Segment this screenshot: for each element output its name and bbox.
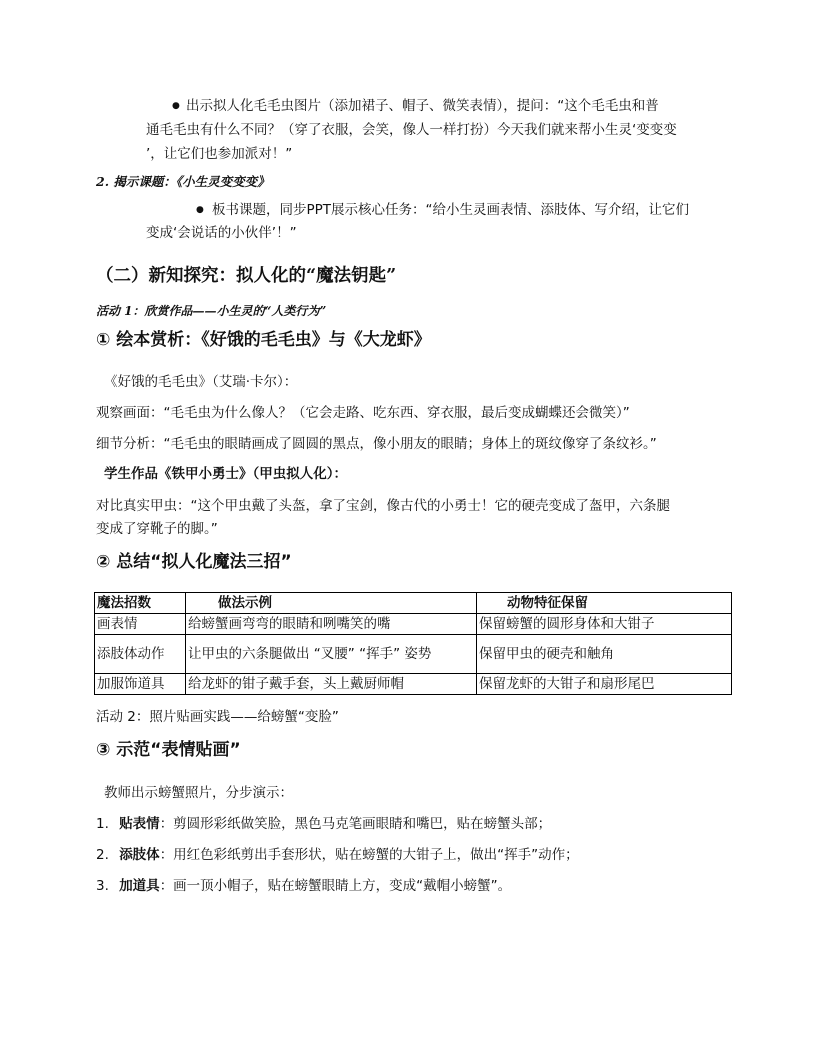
table-header-cell: 做法示例: [186, 593, 477, 614]
subheading-2: ② 总结“拟人化魔法三招”: [96, 552, 292, 572]
intro-line-2: 通毛毛虫有什么不同？（穿了衣服，会笑，像人一样打扮）今天我们就来帮小生灵‘变变变: [146, 122, 677, 138]
list-item: [96, 814, 551, 834]
step-number: 3.: [96, 878, 109, 894]
magic-table: [94, 592, 732, 695]
step-keyword: 贴表情: [119, 816, 160, 832]
step-keyword: 加道具: [119, 878, 160, 894]
table-cell: 保留龙虾的大钳子和扇形尾巴: [477, 674, 732, 695]
table-header-cell: 魔法招数: [95, 593, 186, 614]
activity-1-label: 活动 1：欣赏作品——小生灵的“人类行为”: [96, 304, 327, 318]
table-cell: 给螃蟹画弯弯的眼睛和咧嘴笑的嘴: [186, 614, 477, 635]
list-item: [96, 845, 579, 865]
table-header-cell: 动物特征保留: [477, 593, 732, 614]
table-cell: 加服饰道具: [95, 674, 186, 695]
bullet-icon: ●: [172, 101, 180, 111]
step-keyword: 添肢体: [119, 847, 160, 863]
intro-line-3: ’，让它们也参加派对！”: [146, 146, 293, 162]
table-cell: 画表情: [95, 614, 186, 635]
subheading-3: ③ 示范“表情贴画”: [96, 740, 241, 760]
intro-line-1: 出示拟人化毛毛虫图片（添加裙子、帽子、微笑表情），提问：“这个毛毛虫和普: [186, 98, 659, 114]
step-text: ：画一顶小帽子，贴在螃蟹眼睛上方，变成“戴帽小螃蟹”。: [159, 878, 512, 894]
bullet-icon: ●: [196, 205, 204, 215]
table-cell: 添肢体动作: [95, 635, 186, 674]
subheading-1: ① 绘本赏析：《好饿的毛毛虫》与《大龙虾》: [96, 330, 431, 350]
student-work-title: 学生作品《铁甲小勇士》（甲虫拟人化）：: [104, 466, 347, 482]
table-row: [95, 674, 732, 695]
step-number: 1.: [96, 816, 109, 832]
activity-2-label: 活动 2：照片贴画实践——给螃蟹“变脸”: [96, 709, 339, 725]
book-1-detail: 细节分析：“毛毛虫的眼睛画成了圆圆的黑点，像小朋友的眼睛；身体上的斑纹像穿了条纹衫。”: [96, 436, 657, 452]
table-row: [95, 614, 732, 635]
compare-line-2: 变成了穿靴子的脚。”: [96, 521, 218, 537]
table-cell: 保留螃蟹的圆形身体和大钳子: [477, 614, 732, 635]
step-number: 2.: [96, 847, 109, 863]
table-cell: 保留甲虫的硬壳和触角: [477, 635, 732, 674]
table-header-row: [95, 593, 732, 614]
activity-2-intro: 教师出示螃蟹照片，分步演示：: [104, 785, 293, 801]
section-heading: （二）新知探究：拟人化的“魔法钥匙”: [96, 266, 397, 286]
compare-line-1: 对比真实甲虫：“这个甲虫戴了头盔，拿了宝剑，像古代的小勇士！它的硬壳变成了盔甲，六条腿: [96, 498, 670, 514]
book-1-observe: 观察画面：“毛毛虫为什么像人？（它会走路、吃东西、穿衣服，最后变成蝴蝶还会微笑）”: [96, 405, 630, 421]
step-2-bullet-line-2: 变成‘会说话的小伙伴’！”: [146, 225, 297, 241]
list-item: [96, 876, 511, 896]
step-2-bullet-line-1: 板书课题，同步PPT展示核心任务：“给小生灵画表情、添肢体、写介绍，让它们: [212, 202, 690, 218]
step-text: ：用红色彩纸剪出手套形状，贴在螃蟹的大钳子上，做出“挥手”动作；: [159, 847, 579, 863]
table-cell: 给龙虾的钳子戴手套，头上戴厨师帽: [186, 674, 477, 695]
table-cell: 让甲虫的六条腿做出 “叉腰” “挥手” 姿势: [186, 635, 477, 674]
step-text: ：剪圆形彩纸做笑脸，黑色马克笔画眼睛和嘴巴，贴在螃蟹头部；: [159, 816, 552, 832]
table-row: [95, 635, 732, 674]
step-2-heading: 2. 揭示课题：《小生灵变变变》: [96, 174, 270, 189]
book-1-title: 《好饿的毛毛虫》（艾瑞·卡尔）：: [104, 374, 298, 390]
